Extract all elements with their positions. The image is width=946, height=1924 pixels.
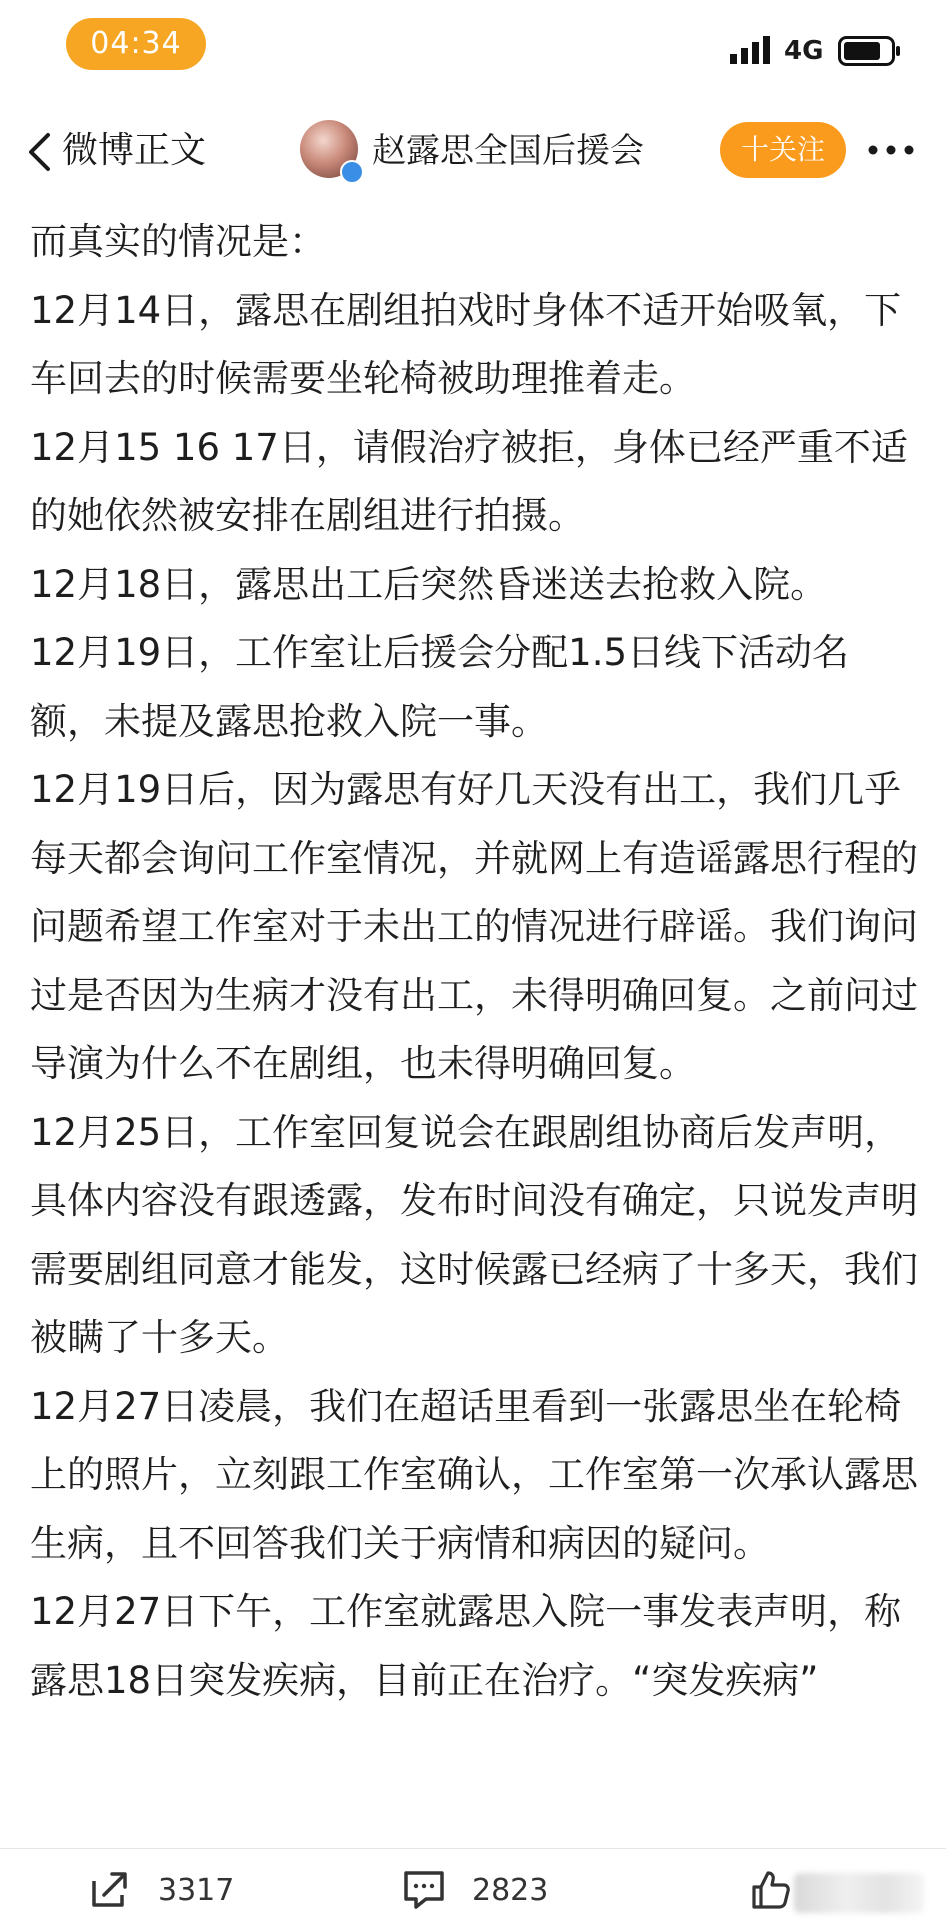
- blurred-watermark: [794, 1873, 924, 1913]
- battery-icon: [838, 36, 902, 66]
- post-paragraph: 12月27日下午，工作室就露思入院一事发表声明，称露思18日突发疾病，目前正在治疗。“突发疾病”: [30, 1590, 902, 1702]
- repost-button[interactable]: [88, 1859, 288, 1915]
- post-body: [30, 208, 920, 1715]
- comment-icon: [402, 1867, 446, 1911]
- post-paragraph: 12月19日后，因为露思有好几天没有出工，我们几乎每天都会询问工作室情况，并就网上有造谣露思行程的问题希望工作室对于未出工的情况进行辟谣。我们询问过是否因为生病才没有出工，未得明确回复。之前问过导演为什么不在剧组，也未得明确回复。: [30, 768, 918, 1085]
- more-dots-icon[interactable]: [866, 132, 916, 168]
- post-paragraph: 12月27日凌晨，我们在超话里看到一张露思坐在轮椅上的照片，立刻跟工作室确认，工作室第一次承认露思生病，且不回答我们关于病情和病因的疑问。: [30, 1384, 918, 1565]
- nav-bar: [0, 110, 946, 192]
- like-icon: [748, 1867, 792, 1911]
- post-paragraph: 12月14日，露思在剧组拍戏时身体不适开始吸氧，下车回去的时候需要坐轮椅被助理推着走。: [30, 288, 902, 400]
- comment-count: 2823: [472, 1873, 549, 1908]
- post-paragraph: 12月19日，工作室让后援会分配1.5日线下活动名额，未提及露思抢救入院一事。: [30, 631, 850, 743]
- repost-icon: [88, 1867, 132, 1911]
- status-time: 04:34: [66, 18, 206, 70]
- repost-count: 3317: [158, 1873, 235, 1908]
- status-bar: [0, 0, 946, 96]
- post-paragraph: 而真实的情况是：: [30, 220, 326, 263]
- back-label[interactable]: 微博正文: [62, 130, 207, 171]
- verified-icon: [340, 160, 364, 184]
- follow-button[interactable]: 十关注: [720, 122, 846, 178]
- network-type: 4G: [784, 36, 824, 66]
- post-paragraph: 12月15 16 17日，请假治疗被拒，身体已经严重不适的她依然被安排在剧组进行拍摄。: [30, 425, 908, 537]
- chevron-left-icon[interactable]: [26, 132, 52, 172]
- post-paragraph: 12月18日，露思出工后突然昏迷送去抢救入院。: [30, 562, 828, 606]
- action-bar: [0, 1848, 946, 1924]
- like-button[interactable]: [748, 1859, 928, 1915]
- post-paragraph: 12月25日，工作室回复说会在跟剧组协商后发声明，具体内容没有跟透露，发布时间没有确定，只说发声明需要剧组同意才能发，这时候露已经病了十多天，我们被瞒了十多天。: [30, 1110, 918, 1359]
- comment-button[interactable]: [402, 1859, 602, 1915]
- account-name[interactable]: 赵露思全国后援会: [372, 131, 644, 171]
- signal-icon: [730, 36, 774, 64]
